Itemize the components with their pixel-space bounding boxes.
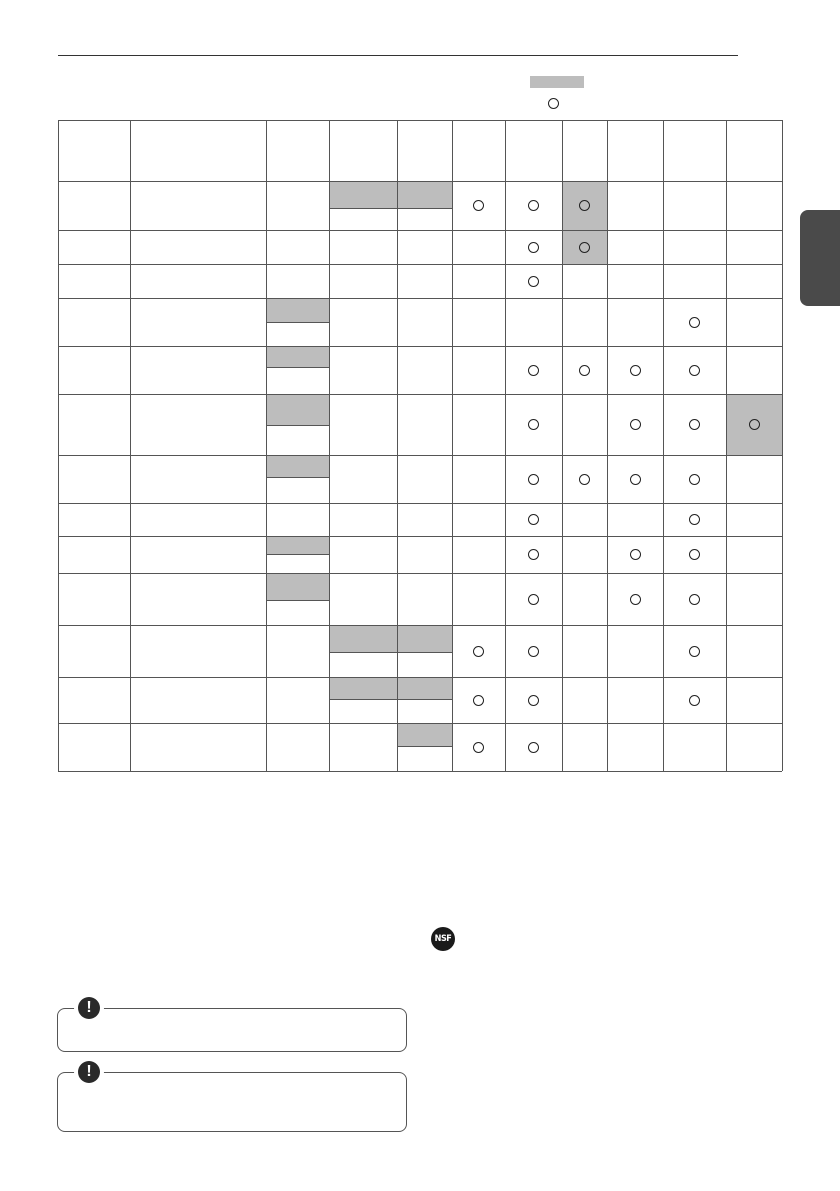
column-divider bbox=[397, 120, 398, 771]
circle-mark bbox=[528, 549, 539, 560]
shaded-cell bbox=[329, 625, 397, 652]
sub-row-divider bbox=[329, 208, 397, 209]
circle-mark bbox=[630, 594, 641, 605]
row-divider bbox=[58, 230, 782, 231]
column-divider bbox=[58, 120, 59, 771]
circle-mark bbox=[689, 474, 700, 485]
circle-mark bbox=[473, 646, 484, 657]
sub-row-divider bbox=[266, 425, 329, 426]
shaded-cell bbox=[397, 181, 452, 208]
row-divider bbox=[58, 264, 782, 265]
circle-mark bbox=[528, 200, 539, 211]
caution-exclamation-icon: ! bbox=[78, 1061, 100, 1083]
circle-mark bbox=[528, 514, 539, 525]
sub-row-divider bbox=[266, 554, 329, 555]
circle-mark bbox=[630, 549, 641, 560]
column-divider bbox=[130, 120, 131, 771]
column-divider bbox=[782, 120, 783, 771]
circle-mark bbox=[528, 276, 539, 287]
circle-mark bbox=[473, 742, 484, 753]
shaded-cell bbox=[266, 536, 329, 554]
shaded-cell bbox=[329, 181, 397, 208]
row-divider bbox=[58, 503, 782, 504]
circle-mark bbox=[579, 474, 590, 485]
circle-mark bbox=[630, 474, 641, 485]
circle-mark bbox=[473, 695, 484, 706]
row-divider bbox=[58, 455, 782, 456]
row-divider bbox=[58, 536, 782, 537]
circle-mark bbox=[689, 365, 700, 376]
column-divider bbox=[266, 120, 267, 771]
shaded-cell bbox=[266, 298, 329, 322]
circle-mark bbox=[528, 474, 539, 485]
circle-mark bbox=[579, 365, 590, 376]
sub-row-divider bbox=[266, 477, 329, 478]
column-divider bbox=[562, 120, 563, 771]
row-divider bbox=[58, 723, 782, 724]
shaded-cell bbox=[266, 394, 329, 425]
circle-mark bbox=[689, 549, 700, 560]
shaded-cell bbox=[397, 677, 452, 699]
circle-mark bbox=[528, 646, 539, 657]
row-divider bbox=[58, 771, 782, 772]
column-divider bbox=[726, 120, 727, 771]
sub-row-divider bbox=[397, 652, 452, 653]
circle-mark bbox=[528, 742, 539, 753]
nsf-logo: NSF bbox=[431, 927, 455, 951]
shaded-cell bbox=[397, 625, 452, 652]
row-divider bbox=[58, 394, 782, 395]
row-divider bbox=[58, 298, 782, 299]
sub-row-divider bbox=[266, 367, 329, 368]
circle-mark bbox=[689, 695, 700, 706]
sub-row-divider bbox=[397, 746, 452, 747]
circle-mark bbox=[579, 200, 590, 211]
circle-mark bbox=[630, 419, 641, 430]
column-divider bbox=[452, 120, 453, 771]
circle-mark bbox=[528, 242, 539, 253]
circle-mark bbox=[630, 365, 641, 376]
column-divider bbox=[607, 120, 608, 771]
column-divider bbox=[663, 120, 664, 771]
note-box-1 bbox=[57, 1008, 407, 1052]
column-divider bbox=[505, 120, 506, 771]
circle-mark bbox=[689, 317, 700, 328]
shaded-cell bbox=[329, 677, 397, 699]
circle-mark bbox=[528, 419, 539, 430]
circle-mark bbox=[689, 419, 700, 430]
sub-row-divider bbox=[329, 699, 397, 700]
sub-row-divider bbox=[266, 600, 329, 601]
row-divider bbox=[58, 677, 782, 678]
caution-exclamation-icon: ! bbox=[78, 997, 100, 1019]
sub-row-divider bbox=[397, 208, 452, 209]
sub-row-divider bbox=[397, 699, 452, 700]
circle-mark bbox=[528, 695, 539, 706]
circle-mark bbox=[689, 594, 700, 605]
shaded-cell bbox=[266, 573, 329, 600]
row-divider bbox=[58, 625, 782, 626]
row-divider bbox=[58, 573, 782, 574]
circle-mark bbox=[579, 242, 590, 253]
column-divider bbox=[329, 120, 330, 771]
circle-mark bbox=[528, 594, 539, 605]
row-divider bbox=[58, 181, 782, 182]
note-box-2 bbox=[57, 1072, 407, 1132]
sub-row-divider bbox=[329, 652, 397, 653]
circle-mark bbox=[689, 514, 700, 525]
shaded-cell bbox=[397, 723, 452, 746]
shaded-cell bbox=[266, 455, 329, 477]
shaded-cell bbox=[266, 346, 329, 367]
circle-mark bbox=[689, 646, 700, 657]
circle-mark bbox=[473, 200, 484, 211]
row-divider bbox=[58, 120, 782, 121]
circle-mark bbox=[528, 365, 539, 376]
circle-mark bbox=[749, 419, 760, 430]
sub-row-divider bbox=[266, 322, 329, 323]
row-divider bbox=[58, 346, 782, 347]
